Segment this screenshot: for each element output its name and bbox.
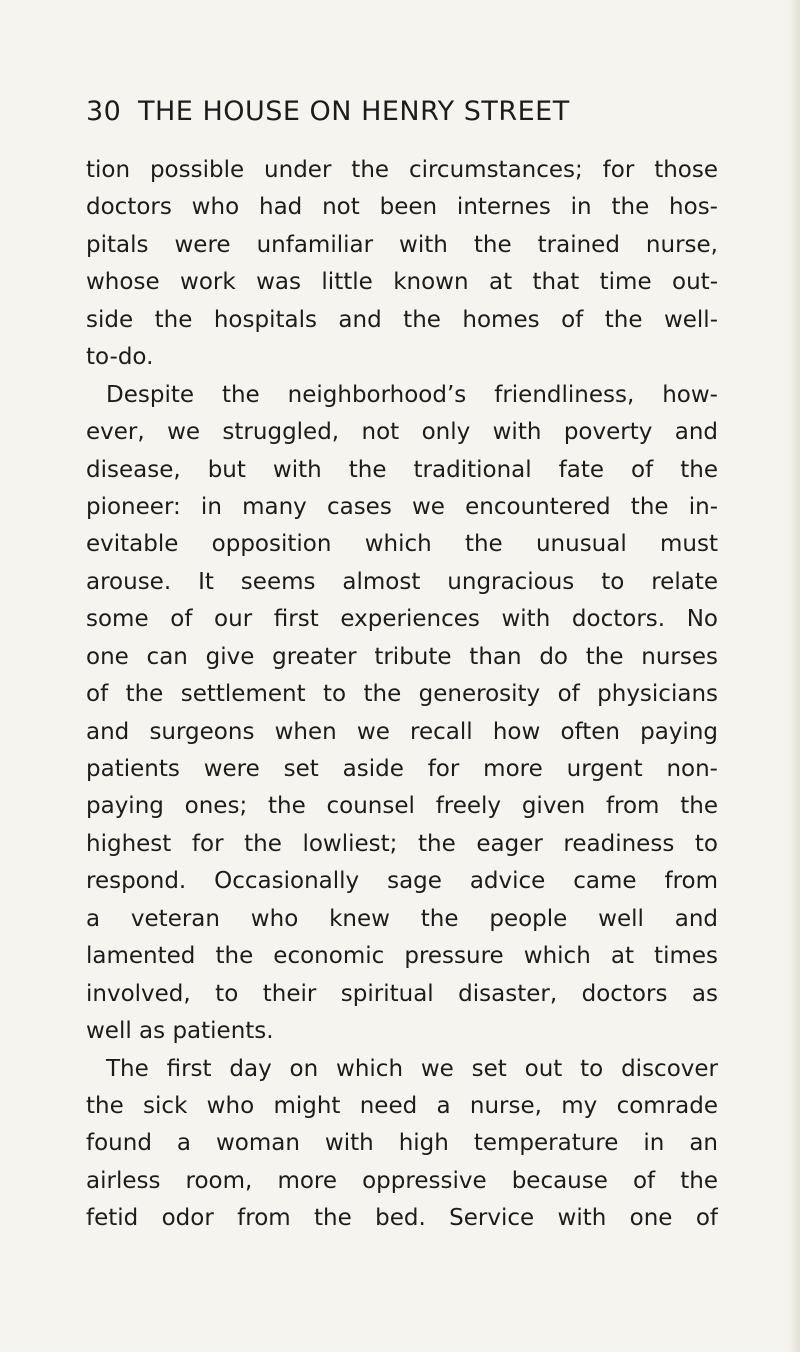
- text-line: found a woman with high temperature in an: [86, 1130, 718, 1157]
- page-number: 30: [86, 96, 122, 127]
- text-line: evitable opposition which the unusual must: [86, 531, 718, 558]
- text-line: involved, to their spiritual disaster, doctors as: [86, 980, 718, 1007]
- text-line: The first day on which we set out to discover: [106, 1055, 718, 1082]
- page-edge-shadow: [788, 0, 800, 1352]
- text-line: a veteran who knew the people well and: [86, 905, 718, 932]
- text-line: arouse. It seems almost ungracious to relate: [86, 568, 718, 595]
- text-line: well as patients.: [86, 1018, 274, 1045]
- text-line: pioneer: in many cases we encountered the in-: [86, 493, 718, 520]
- text-line: patients were set aside for more urgent non-: [86, 756, 718, 782]
- text-line: Despite the neighborhood’s friendliness, how-: [106, 381, 718, 408]
- text-line: pitals were unfamiliar with the trained nurse,: [86, 231, 718, 258]
- text-line: lamented the economic pressure which at times: [86, 943, 718, 970]
- text-line: paying ones; the counsel freely given from the: [86, 793, 718, 820]
- book-title: THE HOUSE ON HENRY STREET: [138, 96, 570, 127]
- text-line: of the settlement to the generosity of physicians: [86, 681, 718, 708]
- running-head: [86, 92, 726, 132]
- text-line: respond. Occasionally sage advice came from: [86, 868, 718, 895]
- text-line: side the hospitals and the homes of the well-: [86, 306, 718, 333]
- text-line: the sick who might need a nurse, my comrade: [86, 1092, 718, 1119]
- text-line: ever, we struggled, not only with poverty and: [86, 419, 718, 446]
- text-line: some of our first experiences with doctors. No: [86, 606, 718, 633]
- text-line: tion possible under the circumstances; for those: [86, 157, 718, 183]
- body-text: [86, 152, 718, 1238]
- text-line: disease, but with the traditional fate of the: [86, 456, 718, 483]
- text-line: whose work was little known at that time out-: [86, 269, 718, 296]
- text-line: one can give greater tribute than do the nurses: [86, 643, 718, 670]
- text-line: highest for the lowliest; the eager readiness to: [86, 830, 718, 857]
- text-line: to-do.: [86, 344, 154, 371]
- text-line: airless room, more oppressive because of the: [86, 1167, 718, 1194]
- text-line: fetid odor from the bed. Service with one of: [86, 1205, 718, 1232]
- text-line: doctors who had not been internes in the hos-: [86, 194, 718, 221]
- text-line: and surgeons when we recall how often paying: [86, 718, 718, 745]
